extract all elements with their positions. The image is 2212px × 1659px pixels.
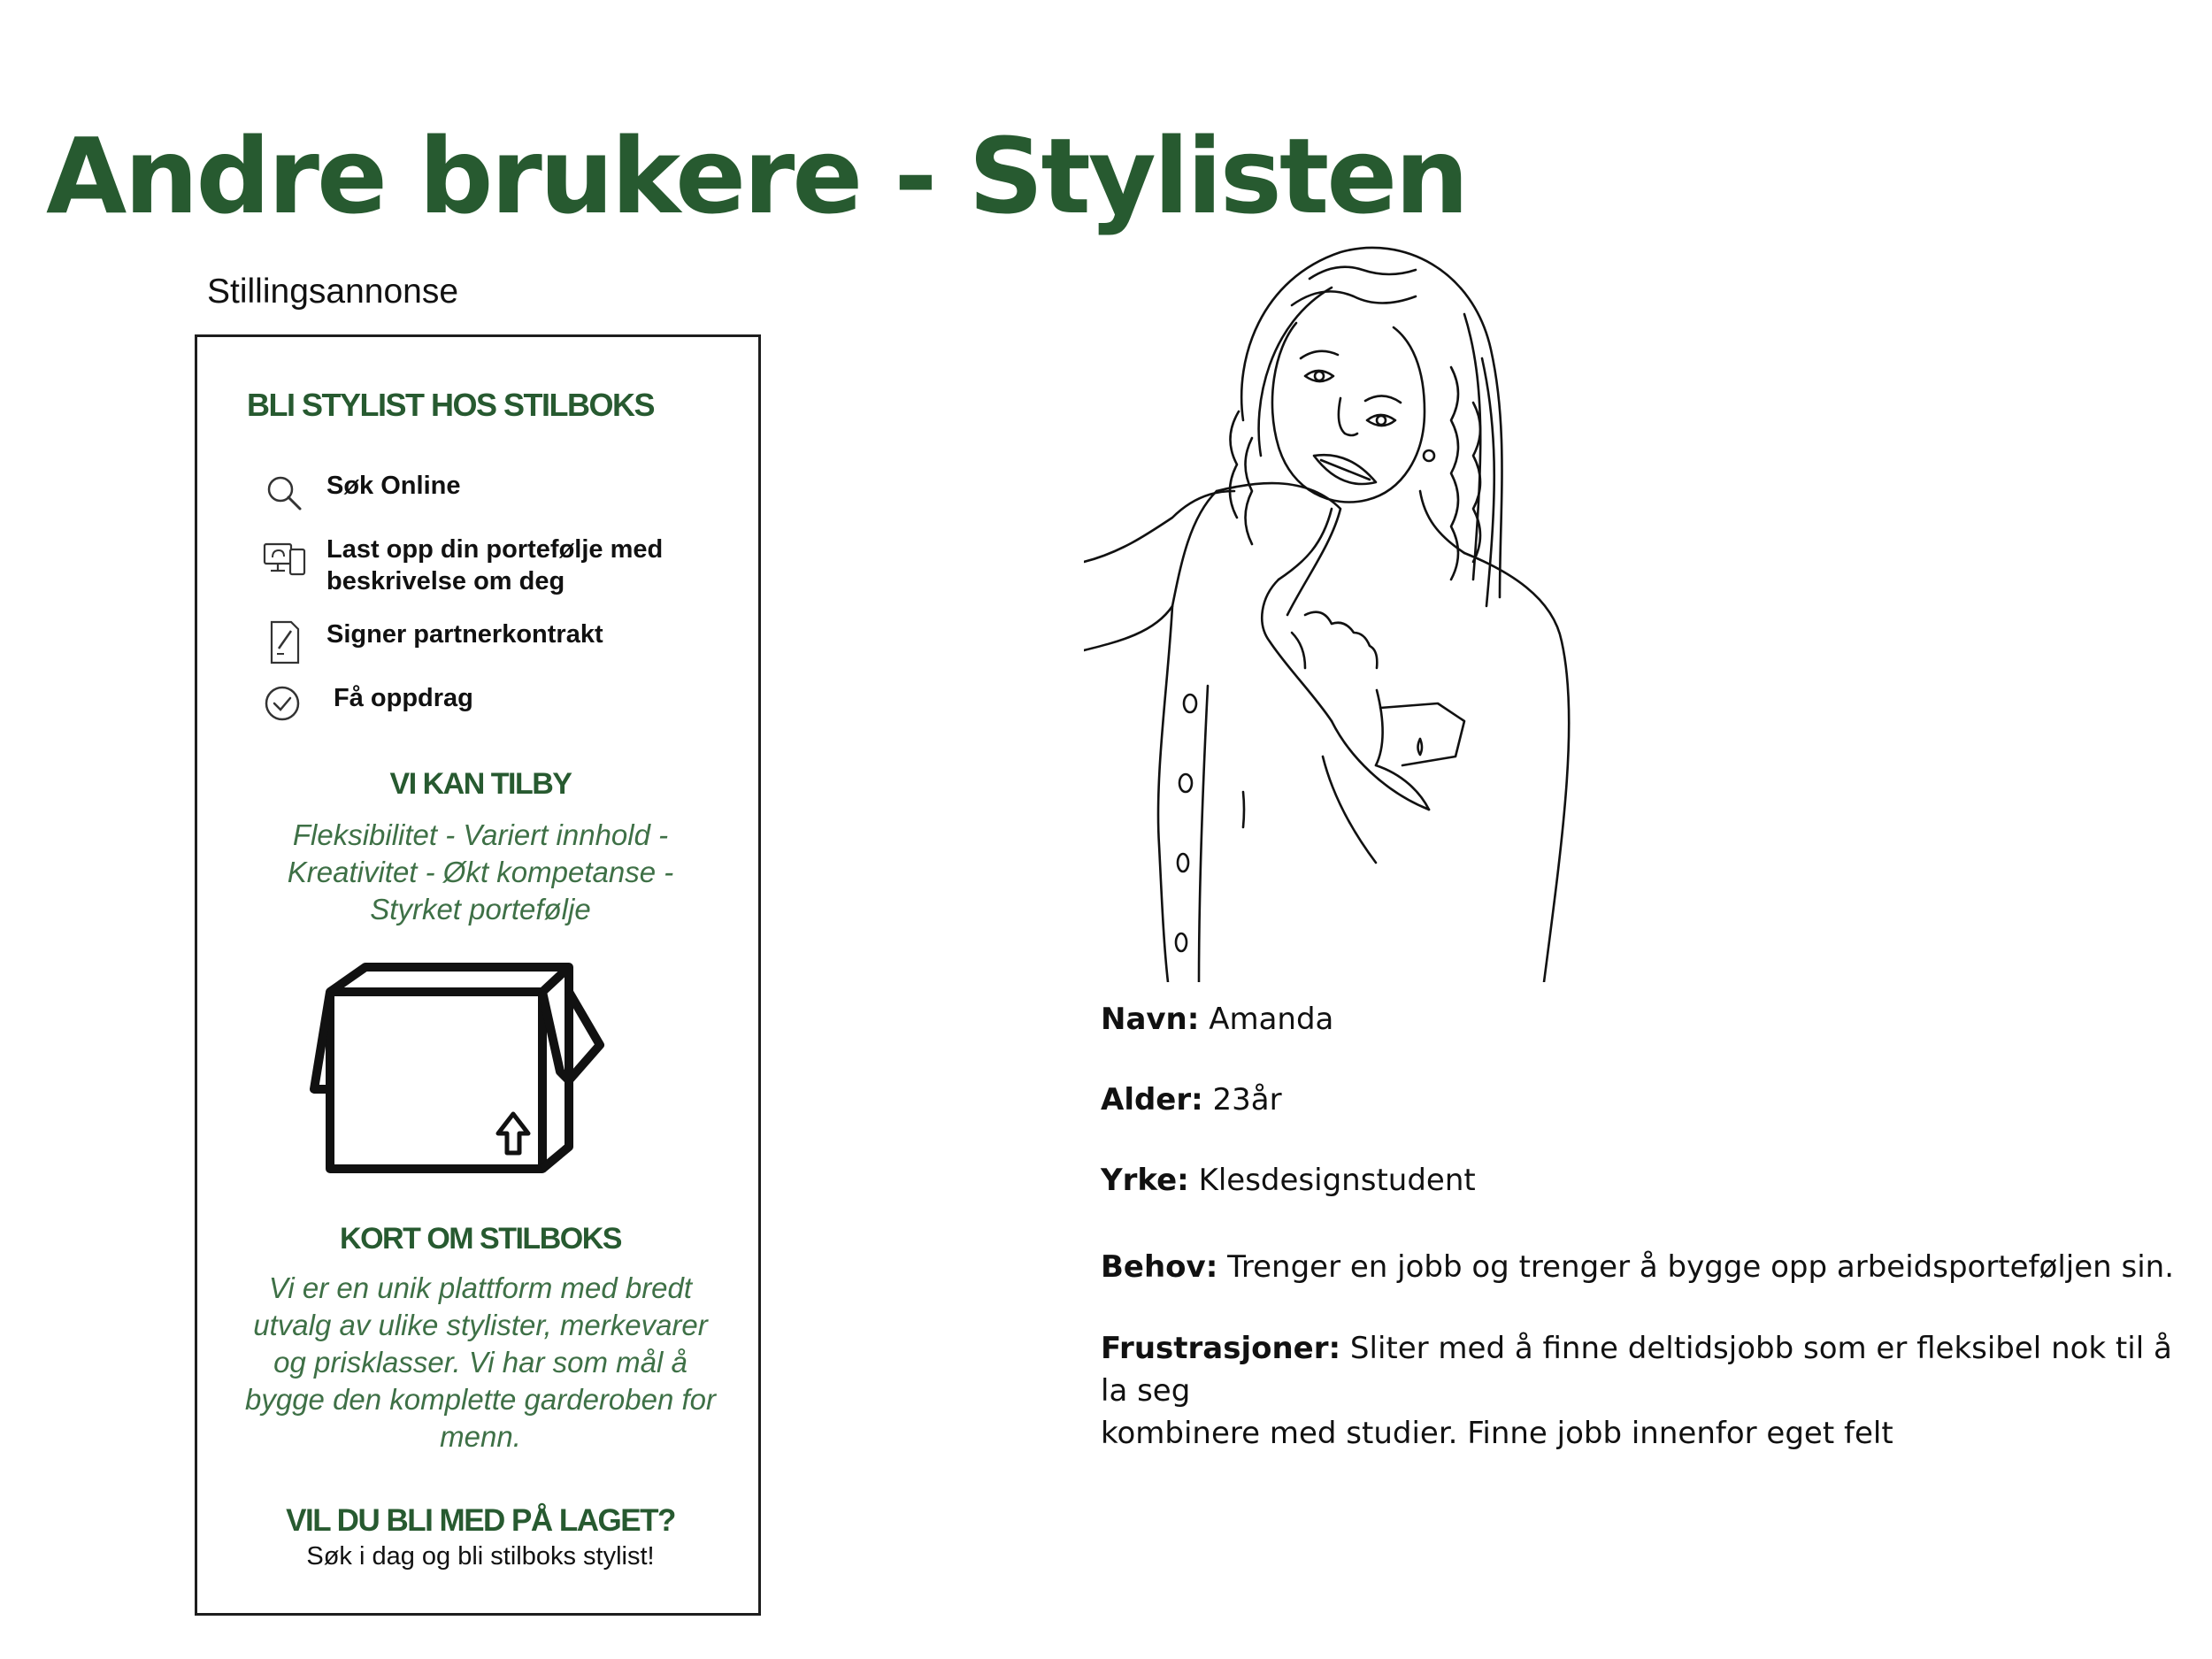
woman-line-drawing bbox=[1084, 226, 1615, 982]
step-label: Søk Online bbox=[326, 472, 461, 500]
page-title: Andre brukere - Stylisten bbox=[46, 115, 1467, 237]
persona-job: Yrke: Klesdesignstudent bbox=[1101, 1163, 1476, 1198]
persona-needs: Behov: Trenger en jobb og trenger å bygge opp arbeidsporteføljen sin. bbox=[1101, 1249, 2175, 1285]
step-sign-contract bbox=[261, 618, 739, 666]
step-label: Last opp din portefølje med beskrivelse om deg bbox=[326, 535, 664, 595]
step-upload-portfolio bbox=[261, 534, 739, 597]
upload-devices-icon bbox=[261, 534, 309, 581]
persona-frustrations: Frustrasjoner: Sliter med å finne deltidsjobb som er fleksibel nok til å la seg kombinere med studier. Finne jobb innenfor eget felt bbox=[1101, 1331, 2172, 1451]
box-icon bbox=[295, 956, 649, 1187]
about-text: Vi er en unik plattform med bredt utvalg av ulike stylister, merkevarer og prisklasser. Vi har som mål å bygge den komplette garderoben for menn. bbox=[244, 1271, 717, 1453]
step-label: Få oppdrag bbox=[334, 684, 473, 712]
search-icon bbox=[261, 470, 309, 518]
ad-caption: Stillingsannonse bbox=[207, 273, 459, 311]
step-get-assignments bbox=[261, 682, 739, 730]
about-heading: KORT OM STILBOKS bbox=[340, 1222, 621, 1256]
ad-heading: BLI STYLIST HOS STILBOKS bbox=[247, 387, 655, 423]
cta-heading: VIL DU BLI MED PÅ LAGET? bbox=[286, 1503, 675, 1538]
step-label: Signer partnerkontrakt bbox=[326, 620, 603, 649]
persona-age: Alder: 23år bbox=[1101, 1082, 1282, 1118]
check-circle-icon bbox=[261, 682, 309, 730]
sign-document-icon bbox=[261, 618, 309, 666]
cta-text: Søk i dag og bli stilboks stylist! bbox=[306, 1542, 655, 1571]
step-search-online bbox=[261, 470, 739, 518]
offer-text: Fleksibilitet - Variert innhold - Kreativitet - Økt kompetanse - Styrket portefølje bbox=[287, 818, 674, 926]
persona-name: Navn: Amanda bbox=[1101, 1002, 1334, 1037]
job-ad-panel bbox=[195, 334, 761, 1616]
offer-heading: VI KAN TILBY bbox=[389, 767, 572, 801]
